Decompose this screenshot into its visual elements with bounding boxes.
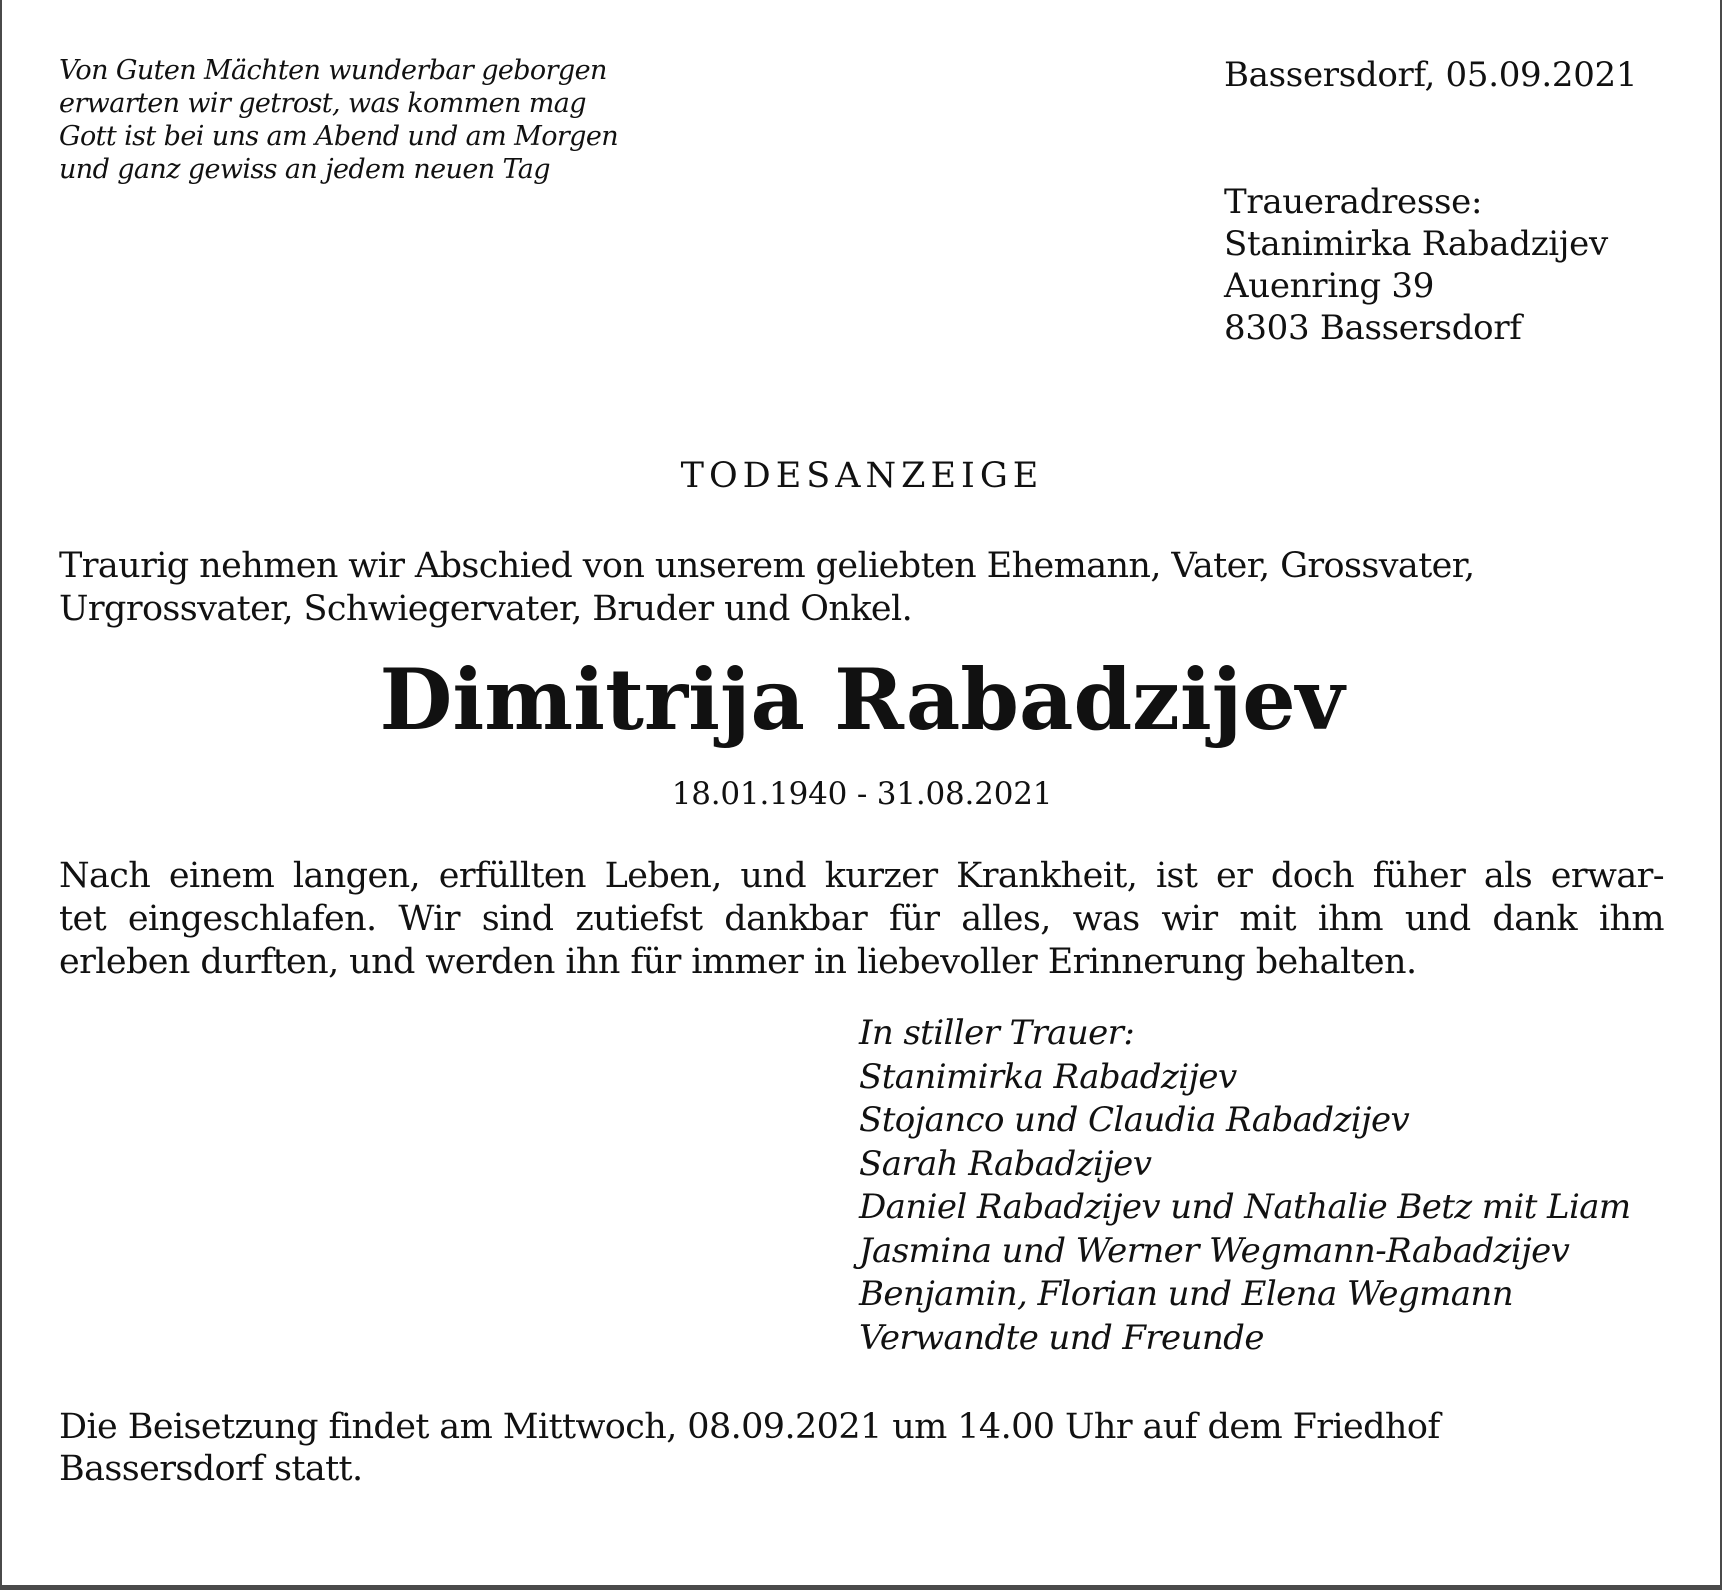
mourner-name: Verwandte und Freunde bbox=[859, 1317, 1264, 1358]
funeral-info bbox=[59, 1406, 1440, 1490]
place-date: Bassersdorf, 05.09.2021 bbox=[1224, 55, 1638, 95]
address-name: Stanimirka Rabadzijev bbox=[1224, 224, 1608, 264]
mourner-name: Stanimirka Rabadzijev bbox=[859, 1056, 1237, 1097]
mourner-name: Benjamin, Florian und Elena Wegmann bbox=[859, 1274, 1514, 1314]
poem-line: Gott ist bei uns am Abend und am Morgen bbox=[59, 121, 619, 152]
intro-text bbox=[59, 545, 1669, 631]
body-line: tet eingeschlafen. Wir sind zutiefst dankbar für alles, was wir mit ihm und dank ihm bbox=[59, 899, 1664, 939]
poem-line: Von Guten Mächten wunderbar geborgen bbox=[59, 55, 607, 86]
notice-heading: TODESANZEIGE bbox=[680, 456, 1044, 496]
body-line: erleben durften, und werden ihn für immer in liebevoller Erinnerung behalten. bbox=[59, 942, 1417, 982]
address-city: 8303 Bassersdorf bbox=[1224, 308, 1522, 348]
poem-line: und ganz gewiss an jedem neuen Tag bbox=[59, 154, 550, 185]
intro-line: Traurig nehmen wir Abschied von unserem geliebten Ehemann, Vater, Grossvater, bbox=[59, 546, 1475, 586]
address-street: Auenring 39 bbox=[1224, 266, 1435, 306]
life-dates: 18.01.1940 - 31.08.2021 bbox=[671, 776, 1053, 812]
mourner-name: Daniel Rabadzijev und Nathalie Betz mit Liam bbox=[859, 1187, 1631, 1227]
mourner-name: Sarah Rabadzijev bbox=[859, 1143, 1152, 1184]
mourner-name: Jasmina und Werner Wegmann-Rabadzijev bbox=[859, 1230, 1570, 1271]
poem-verse bbox=[59, 54, 618, 186]
mourner-name: Stojanco und Claudia Rabadzijev bbox=[859, 1100, 1410, 1140]
mourning-address bbox=[1224, 181, 1608, 349]
address-label: Traueradresse: bbox=[1224, 182, 1483, 222]
body-text bbox=[59, 855, 1664, 984]
poem-line: erwarten wir getrost, was kommen mag bbox=[59, 88, 586, 119]
body-line: Nach einem langen, erfüllten Leben, und kurzer Krankheit, ist er doch füher als erwar- bbox=[59, 856, 1664, 896]
intro-line: Urgrossvater, Schwiegervater, Bruder und Onkel. bbox=[59, 589, 913, 629]
mourners-label: In stiller Trauer: bbox=[859, 1013, 1135, 1053]
funeral-line: Bassersdorf statt. bbox=[59, 1449, 363, 1489]
funeral-line: Die Beisetzung findet am Mittwoch, 08.09.2021 um 14.00 Uhr auf dem Friedhof bbox=[59, 1407, 1440, 1447]
deceased-name: Dimitrija Rabadzijev bbox=[379, 650, 1345, 749]
mourners-list bbox=[859, 1012, 1631, 1360]
